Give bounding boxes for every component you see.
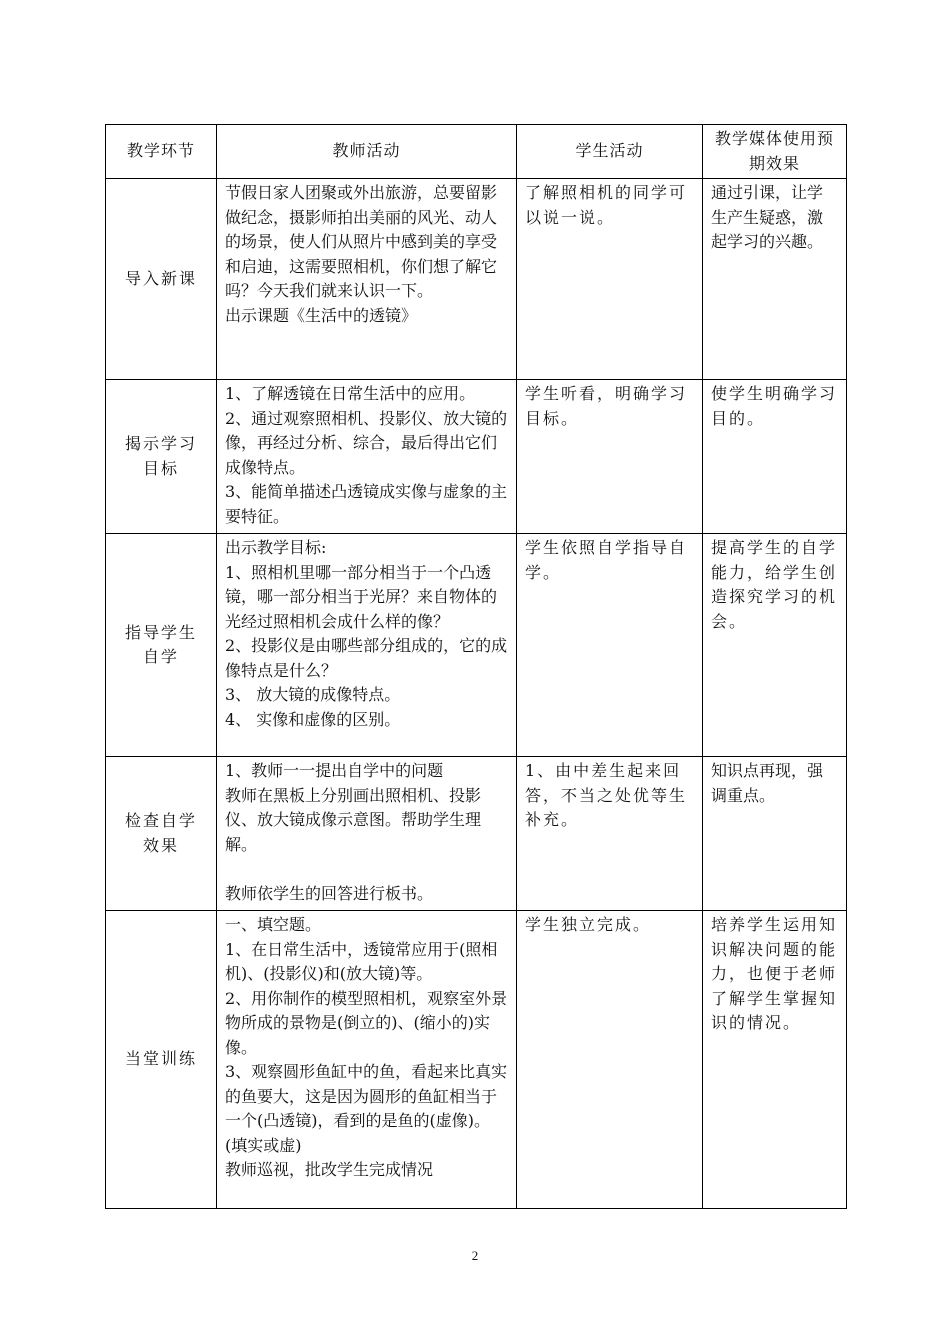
- teacher-line: 教师在黑板上分别画出照相机、投影仪、放大镜成像示意图。帮助学生理解。: [225, 785, 482, 854]
- student-activity-cell: [517, 757, 703, 911]
- teacher-activity-cell: [217, 534, 517, 757]
- lesson-plan-table: [105, 124, 847, 1209]
- student-line: 学生听看，明确学习目标。: [525, 384, 688, 428]
- header-student-activity: 学生活动: [517, 125, 703, 179]
- header-stage: 教学环节: [106, 125, 217, 179]
- teacher-line: 4、 实像和虚像的区别。: [225, 709, 401, 729]
- stage-cell: 导入新课: [106, 179, 217, 380]
- media-effect-cell: [703, 380, 847, 534]
- teacher-line: 出示课题《生活中的透镜》: [225, 305, 418, 325]
- teacher-line: 2、投影仪是由哪些部分组成的，它的成像特点是什么？: [225, 636, 508, 680]
- teacher-line: 3、能简单描述凸透镜成实像与虚象的主要特征。: [225, 482, 508, 526]
- page-number: 2: [471, 1248, 479, 1263]
- teacher-line: 1、照相机里哪一部分相当于一个凸透镜，哪一部分相当于光屏？来自物体的光经过照相机会成什么样的像？: [225, 562, 498, 631]
- teacher-line: 节假日家人团聚或外出旅游，总要留影做纪念，摄影师拍出美丽的风光、动人的场景，使人们从照片中感到美的享受和启迪，这需要照相机，你们想了解它吗？今天我们就来认识一下。: [225, 183, 498, 300]
- media-line: 通过引课，让学生产生疑惑，激起学习的兴趣。: [711, 183, 824, 251]
- teacher-line: 1、了解透镜在日常生活中的应用。: [225, 384, 476, 403]
- teacher-line: 出示教学目标:: [225, 538, 327, 557]
- media-effect-cell: [703, 911, 847, 1209]
- student-activity-cell: [517, 911, 703, 1209]
- teacher-activity-cell: [217, 380, 517, 534]
- table-header-row: [106, 125, 847, 179]
- table-row: [106, 380, 847, 534]
- teacher-line: 一、填空题。: [225, 915, 322, 934]
- student-activity-cell: [517, 534, 703, 757]
- header-media-effect: 教学媒体使用预期效果: [703, 125, 847, 179]
- media-line: 提高学生的自学能力，给学生创造探究学习的机会。: [711, 538, 838, 631]
- student-line: 了解照相机的同学可以说一说。: [525, 183, 688, 227]
- media-effect-cell: [703, 179, 847, 380]
- table-row: [106, 911, 847, 1209]
- teacher-line: 2、通过观察照相机、投影仪、放大镜的像，再经过分析、综合，最后得出它们成像特点。: [225, 408, 508, 477]
- media-line: 使学生明确学习目的。: [711, 384, 838, 428]
- student-line: 1、由中差生起来回答，不当之处优等生补充。: [525, 761, 688, 829]
- teacher-line: 3、观察圆形鱼缸中的鱼，看起来比真实的鱼要大，这是因为圆形的鱼缸相当于一个(凸透镜)，看到的是鱼的(虚像)。(填实或虚): [225, 1062, 508, 1155]
- media-effect-cell: [703, 534, 847, 757]
- teacher-activity-cell: [217, 911, 517, 1209]
- teacher-activity-cell: [217, 179, 517, 380]
- teacher-line: 2、用你制作的模型照相机，观察室外景物所成的景物是(倒立的)、(缩小的)实像。: [225, 988, 508, 1057]
- stage-cell: 当堂训练: [106, 911, 217, 1209]
- student-line: 学生独立完成。: [525, 915, 652, 934]
- student-activity-cell: [517, 380, 703, 534]
- teacher-line: [225, 857, 508, 882]
- table-row: [106, 534, 847, 757]
- stage-cell: 指导学生自学: [106, 534, 217, 757]
- teacher-line: 1、在日常生活中，透镜常应用于(照相机)、(投影仪)和(放大镜)等。: [225, 939, 498, 983]
- table-row: [106, 757, 847, 911]
- table-row: [106, 179, 847, 380]
- stage-cell: 揭示学习目标: [106, 380, 217, 534]
- teacher-activity-cell: [217, 757, 517, 911]
- student-activity-cell: [517, 179, 703, 380]
- media-effect-cell: [703, 757, 847, 911]
- header-teacher-activity: 教师活动: [217, 125, 517, 179]
- teacher-line: 教师依学生的回答进行板书。: [225, 883, 434, 903]
- media-line: 培养学生运用知识解决问题的能力，也便于老师了解学生掌握知识的情况。: [711, 915, 838, 1032]
- teacher-line: 教师巡视，批改学生完成情况: [225, 1160, 434, 1179]
- stage-cell: 检查自学效果: [106, 757, 217, 911]
- teacher-line: 1、教师一一提出自学中的问题: [225, 761, 444, 780]
- student-line: 学生依照自学指导自学。: [525, 538, 688, 582]
- media-line: 知识点再现，强调重点。: [711, 761, 824, 805]
- teacher-line: 3、 放大镜的成像特点。: [225, 685, 401, 704]
